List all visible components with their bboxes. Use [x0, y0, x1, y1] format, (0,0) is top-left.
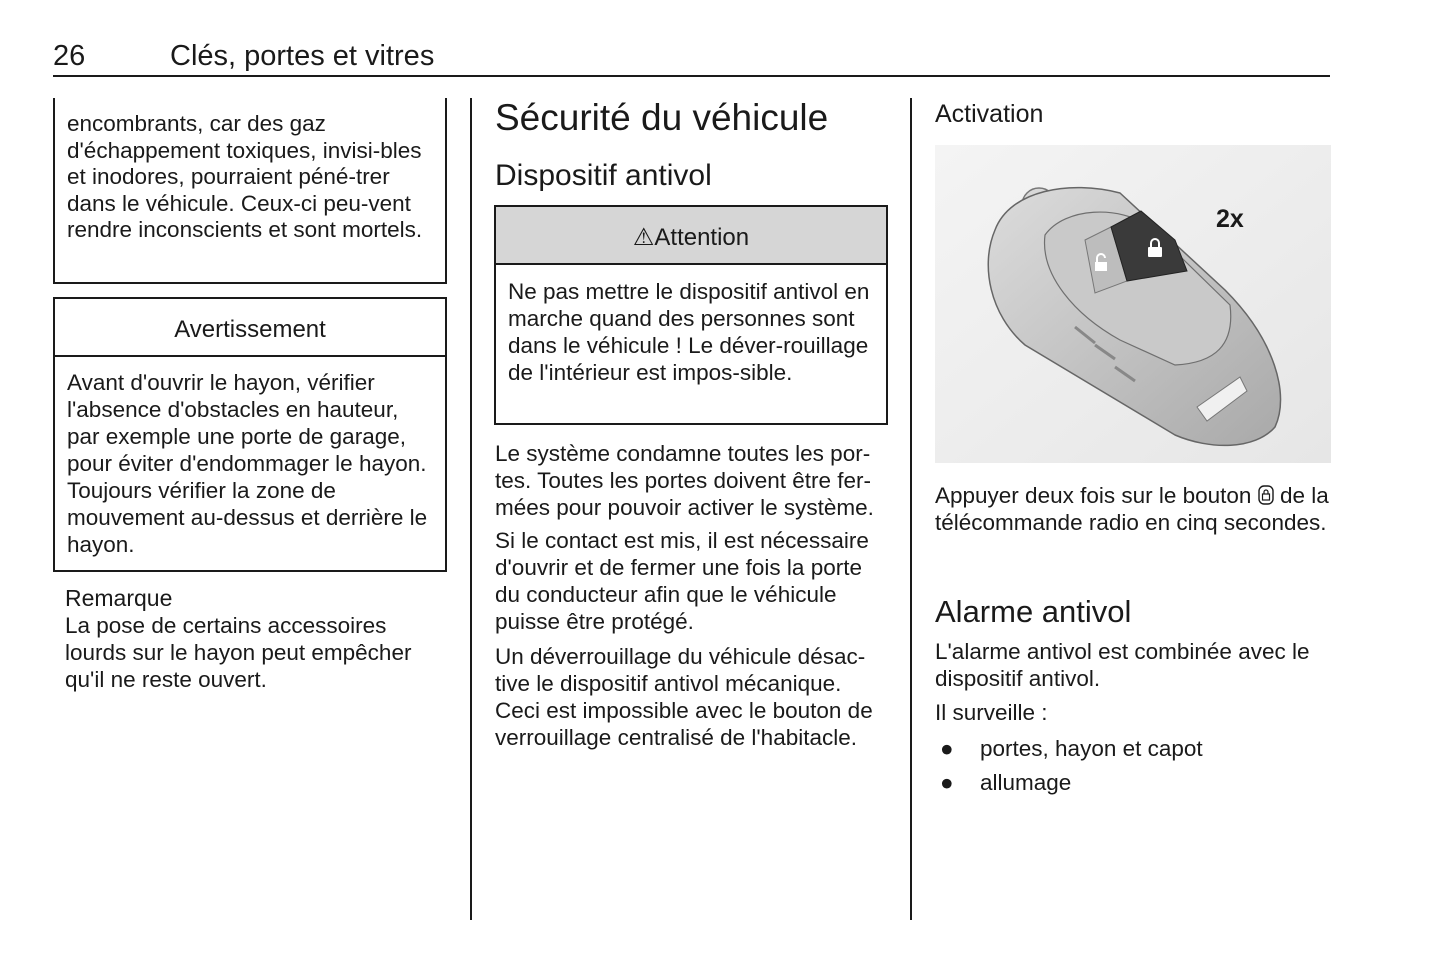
lock-button-icon: [1258, 485, 1274, 505]
note-text: La pose de certains accessoires lourds sur le hayon peut empêcher qu'il ne reste ouvert.: [65, 613, 412, 692]
paragraph: Un déverrouillage du véhicule désac-tive le dispositif antivol mécanique. Ceci est impossible avec le bouton de verrouillage centralisé de l'habitacle.: [495, 644, 873, 750]
activation-instruction: [935, 482, 1331, 536]
list-item: allumage: [980, 770, 1072, 795]
paragraph: Le système condamne toutes les por-tes. Toutes les portes doivent être fer-mées pour pouvoir activer le système.: [495, 441, 874, 520]
continued-warning-text: encombrants, car des gaz d'échappement toxiques, invisi-bles et inodores, pourraient péné-trer dans le véhicule. Ceux-ci peu-vent rendre inconscients et sont mortels.: [67, 111, 423, 243]
subsection-title: Dispositif antivol: [495, 159, 712, 192]
key-fob-figure: [935, 145, 1331, 463]
key-fob-illustration: [935, 145, 1331, 463]
list-item: portes, hayon et capot: [980, 736, 1203, 761]
chapter-title: Clés, portes et vitres: [170, 40, 435, 72]
surveille-label: Il surveille :: [935, 700, 1048, 725]
attention-box: [494, 205, 888, 425]
warning-text: Avant d'ouvrir le hayon, vérifier l'absence d'obstacles en hauteur, par exemple une porte de garage, pour éviter d'endommager le hayon. Toujours vérifier la zone de mouvement au-dessus et derrière le hayon.: [67, 370, 428, 557]
note-title: Remarque: [65, 585, 173, 611]
column-divider-2: [910, 98, 912, 920]
activation-title: Activation: [935, 100, 1044, 128]
press-count-label: 2x: [1216, 205, 1244, 233]
alarm-title: Alarme antivol: [935, 594, 1132, 629]
instruction-after: de la télécommande radio en cinq secondes.: [935, 483, 1329, 535]
warning-box: [53, 297, 447, 572]
page-number: 26: [53, 40, 86, 72]
instruction-before: Appuyer deux fois sur le bouton: [935, 483, 1252, 508]
warning-triangle-icon: ⚠: [632, 224, 655, 251]
header-rule: [53, 75, 1330, 77]
attention-text: Ne pas mettre le dispositif antivol en marche quand des personnes sont dans le véhicule ! Le déver-rouillage de l'intérieur est impos-sible.: [508, 279, 870, 385]
bullet-icon: ●: [940, 770, 954, 795]
attention-header: [496, 207, 886, 265]
bullet-icon: ●: [940, 736, 954, 761]
attention-title: Attention: [654, 224, 750, 251]
paragraph: Si le contact est mis, il est nécessaire d'ouvrir et de fermer une fois la porte du conducteur afin que le véhicule puisse être protégé.: [495, 528, 869, 634]
warning-title: Avertissement: [55, 299, 445, 357]
continued-warning-box: [53, 98, 447, 284]
alarm-text: L'alarme antivol est combinée avec le dispositif antivol.: [935, 639, 1310, 691]
section-title: Sécurité du véhicule: [495, 97, 829, 138]
column-divider-1: [470, 98, 472, 920]
